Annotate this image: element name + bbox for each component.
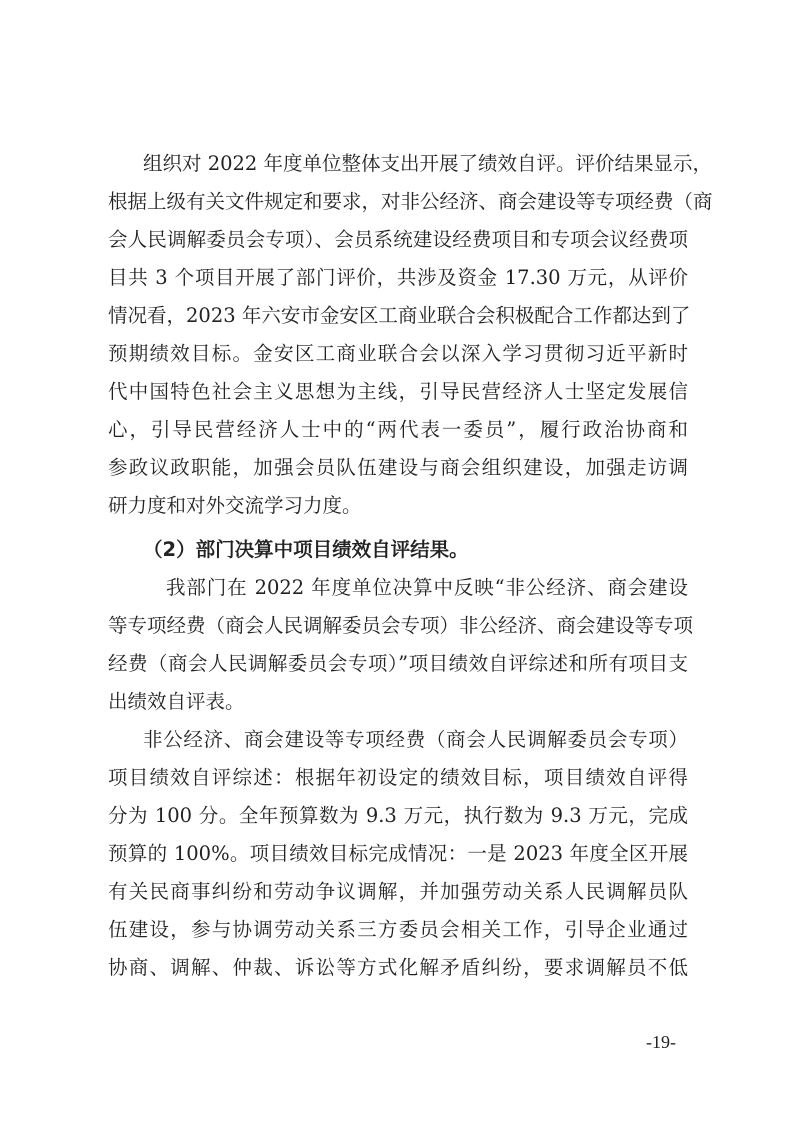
paragraph-line: 研力度和对外交流学习力度。: [108, 494, 362, 517]
page-number: -19-: [646, 1032, 676, 1052]
paragraph-line: 预期绩效目标。金安区工商业联合会以深入学习贯彻习近平新时: [108, 342, 688, 365]
paragraph-line: 心，引导民营经济人士中的“两代表一委员”，履行政治协商和: [108, 418, 688, 441]
paragraph-line: 组织对 2022 年度单位整体支出开展了绩效自评。评价结果显示，: [143, 152, 713, 175]
paragraph-line: 伍建设，参与协调劳动关系三方委员会相关工作，引导企业通过: [108, 918, 688, 941]
paragraph-line: 预算的 100%。项目绩效目标完成情况：一是 2023 年度全区开展: [108, 842, 688, 865]
paragraph-line: 项目绩效自评综述：根据年初设定的绩效目标，项目绩效自评得: [108, 766, 688, 789]
paragraph-line: 代中国特色社会主义思想为主线，引导民营经济人士坚定发展信: [108, 380, 688, 403]
paragraph-line: 情况看，2023 年六安市金安区工商业联合会积极配合工作都达到了: [108, 304, 691, 327]
paragraph-line: 非公经济、商会建设等专项经费（商会人民调解委员会专项）: [143, 728, 688, 751]
paragraph-line: 有关民商事纠纷和劳动争议调解，并加强劳动关系人民调解员队: [108, 880, 688, 903]
paragraph-line: 参政议政职能，加强会员队伍建设与商会组织建设，加强走访调: [108, 456, 688, 479]
paragraph-line: 协商、调解、仲裁、诉讼等方式化解矛盾纠纷，要求调解员不低: [108, 956, 688, 979]
paragraph-line: 出绩效自评表。: [108, 690, 245, 713]
section-heading: （2）部门决算中项目绩效自评结果。: [143, 538, 469, 561]
paragraph-line: 根据上级有关文件规定和要求，对非公经济、商会建设等专项经费（商: [108, 190, 713, 213]
paragraph-line: 目共 3 个项目开展了部门评价，共涉及资金 17.30 万元，从评价: [108, 266, 688, 289]
paragraph-line: 会人民调解委员会专项）、会员系统建设经费项目和专项会议经费项: [108, 228, 688, 251]
paragraph-line: 我部门在 2022 年度单位决算中反映“非公经济、商会建设: [166, 576, 688, 599]
paragraph-line: 等专项经费（商会人民调解委员会专项）非公经济、商会建设等专项: [108, 614, 694, 637]
paragraph-line: 分为 100 分。全年预算数为 9.3 万元，执行数为 9.3 万元，完成: [108, 804, 688, 827]
paragraph-line: 经费（商会人民调解委员会专项）”项目绩效自评综述和所有项目支: [108, 652, 688, 675]
